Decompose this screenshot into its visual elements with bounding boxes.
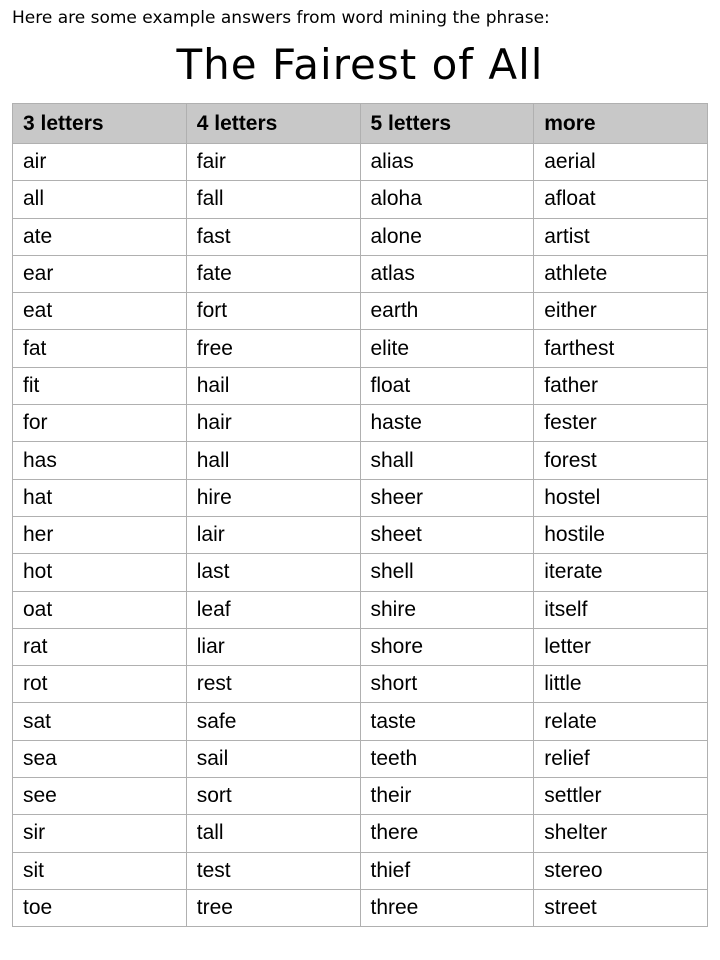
word-cell: fair [186,144,360,181]
word-cell: hail [186,367,360,404]
table-row [13,293,708,330]
word-cell: alias [360,144,534,181]
table-row [13,330,708,367]
word-cell: fast [186,218,360,255]
word-cell: fall [186,181,360,218]
word-cell: sea [13,740,187,777]
word-cell: sail [186,740,360,777]
word-cell: fort [186,293,360,330]
word-cell: air [13,144,187,181]
word-cell: hair [186,405,360,442]
word-cell: ate [13,218,187,255]
word-cell: float [360,367,534,404]
word-cell: liar [186,628,360,665]
word-cell: sheet [360,516,534,553]
word-cell: fit [13,367,187,404]
word-cell: teeth [360,740,534,777]
word-cell: short [360,666,534,703]
word-cell: atlas [360,255,534,292]
word-cell: elite [360,330,534,367]
table-row [13,479,708,516]
word-cell: their [360,778,534,815]
word-cell: safe [186,703,360,740]
header-row [13,104,708,144]
table-body [13,144,708,927]
word-cell: three [360,889,534,926]
word-cell: haste [360,405,534,442]
word-cell: sort [186,778,360,815]
word-cell: fate [186,255,360,292]
word-cell: either [534,293,708,330]
word-cell: toe [13,889,187,926]
table-row [13,218,708,255]
word-cell: sat [13,703,187,740]
table-row [13,367,708,404]
word-cell: rat [13,628,187,665]
word-cell: hot [13,554,187,591]
word-cell: aerial [534,144,708,181]
header-more: more [534,104,708,144]
word-cell: aloha [360,181,534,218]
word-cell: alone [360,218,534,255]
word-cell: street [534,889,708,926]
word-cell: shelter [534,815,708,852]
word-cell: hall [186,442,360,479]
header-4-letters: 4 letters [186,104,360,144]
word-cell: there [360,815,534,852]
table-row [13,852,708,889]
word-cell: eat [13,293,187,330]
table-row [13,442,708,479]
word-cell: fester [534,405,708,442]
intro-text: Here are some example answers from word mining the phrase: [12,8,550,28]
word-cell: letter [534,628,708,665]
word-table [12,103,708,927]
word-cell: shore [360,628,534,665]
word-cell: athlete [534,255,708,292]
word-cell: settler [534,778,708,815]
word-cell: relate [534,703,708,740]
table-row [13,591,708,628]
table-row [13,889,708,926]
word-cell: oat [13,591,187,628]
word-cell: itself [534,591,708,628]
word-cell: father [534,367,708,404]
word-cell: tall [186,815,360,852]
table-row [13,144,708,181]
word-cell: free [186,330,360,367]
table-row [13,628,708,665]
word-cell: hire [186,479,360,516]
word-cell: relief [534,740,708,777]
table-row [13,740,708,777]
word-cell: ear [13,255,187,292]
word-cell: last [186,554,360,591]
word-cell: shell [360,554,534,591]
page-title: The Fairest of All [176,40,544,89]
word-cell: artist [534,218,708,255]
word-cell: stereo [534,852,708,889]
word-cell: for [13,405,187,442]
word-cell: thief [360,852,534,889]
word-cell: leaf [186,591,360,628]
word-cell: farthest [534,330,708,367]
word-cell: rot [13,666,187,703]
word-cell: shall [360,442,534,479]
word-cell: hostile [534,516,708,553]
table-row [13,255,708,292]
word-cell: see [13,778,187,815]
word-cell: sir [13,815,187,852]
word-cell: all [13,181,187,218]
word-cell: sit [13,852,187,889]
table-row [13,666,708,703]
table-row [13,554,708,591]
table-row [13,405,708,442]
word-cell: shire [360,591,534,628]
word-cell: her [13,516,187,553]
table-row [13,703,708,740]
word-cell: afloat [534,181,708,218]
word-cell: test [186,852,360,889]
header-3-letters: 3 letters [13,104,187,144]
word-cell: hat [13,479,187,516]
header-5-letters: 5 letters [360,104,534,144]
word-cell: forest [534,442,708,479]
table-row [13,778,708,815]
table-row [13,181,708,218]
word-cell: tree [186,889,360,926]
table-row [13,516,708,553]
word-cell: little [534,666,708,703]
word-cell: hostel [534,479,708,516]
table-row [13,815,708,852]
word-cell: fat [13,330,187,367]
word-cell: lair [186,516,360,553]
word-cell: taste [360,703,534,740]
word-cell: has [13,442,187,479]
word-cell: sheer [360,479,534,516]
word-cell: rest [186,666,360,703]
word-cell: earth [360,293,534,330]
word-cell: iterate [534,554,708,591]
